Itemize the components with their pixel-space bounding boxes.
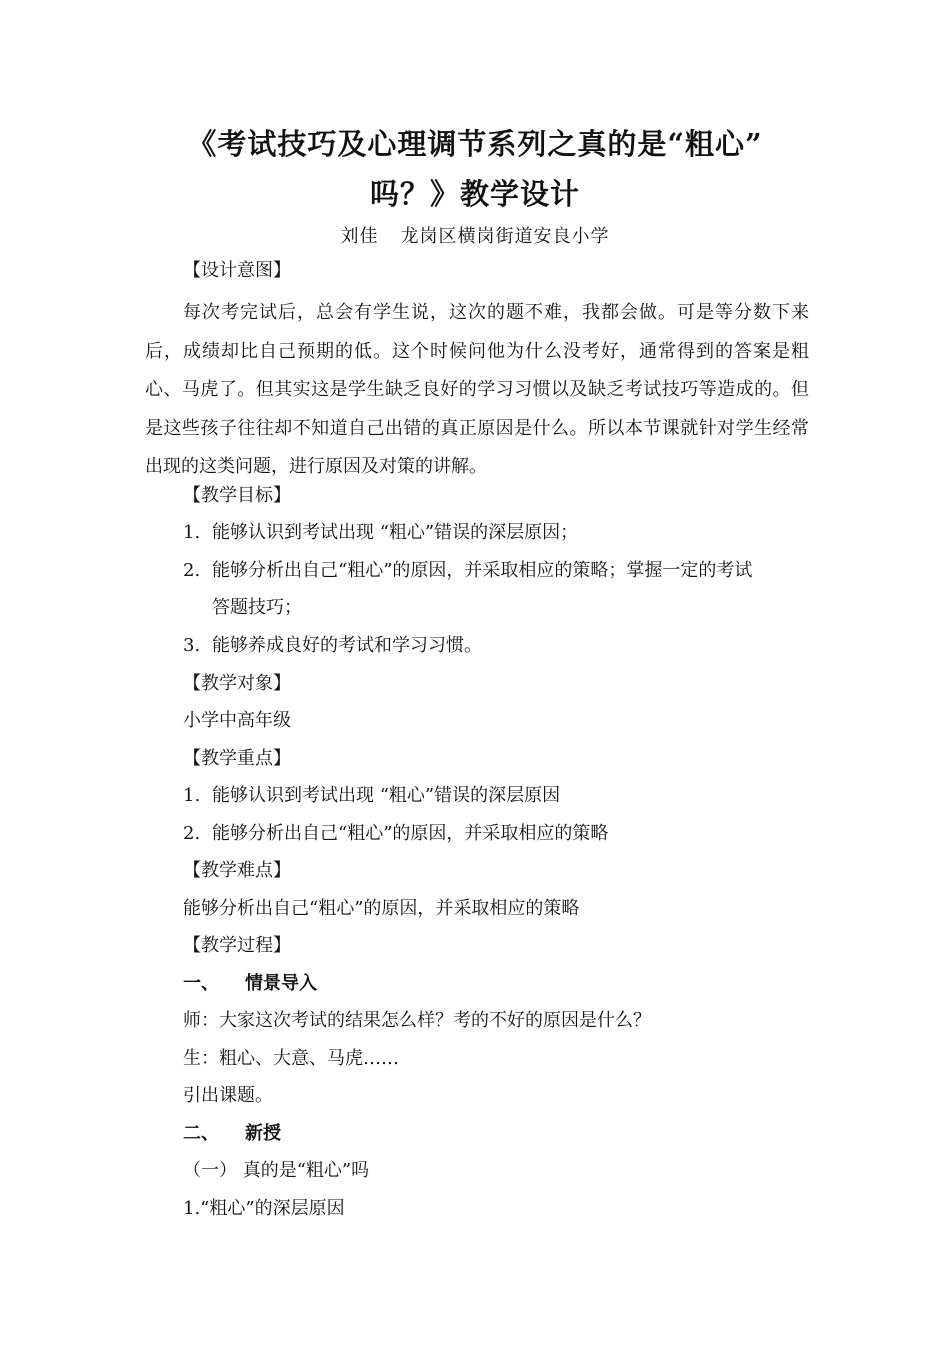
subsection-1-heading: （一） 真的是“粗心”吗 bbox=[183, 1160, 370, 1181]
section-2-heading: 二、 新授 bbox=[183, 1123, 281, 1144]
design-intent-paragraph: 每次考完试后，总会有学生说，这次的题不难，我都会做。可是等分数下来后，成绩却比自己预期的低。这个时候问他为什么没考好，通常得到的答案是粗心、马虎了。但其实这是学生缺乏良好的学习习惯以及缺乏考试技巧等造成的。但是这些孩子往往却不知道自己出错的真正原因是什么。所以本节课就针对学生经常出现的这类问题，进行原因及对策的讲解。 bbox=[145, 302, 809, 478]
author-name: 刘佳 bbox=[340, 226, 379, 247]
author-line bbox=[145, 222, 805, 248]
key-points-heading: 【教学重点】 bbox=[183, 748, 291, 769]
subsection-1-1-heading: 1.“粗心”的深层原因 bbox=[183, 1198, 345, 1219]
lead-line: 引出课题。 bbox=[183, 1085, 273, 1106]
doc-title-line-1: 《考试技巧及心理调节系列之真的是“粗心” bbox=[187, 127, 763, 161]
difficulty-heading: 【教学难点】 bbox=[183, 860, 291, 881]
author-school: 龙岗区横岗街道安良小学 bbox=[400, 226, 610, 247]
objective-item-2: 2. 能够分析出自己“粗心”的原因，并采取相应的策略；掌握一定的考试 bbox=[183, 560, 753, 581]
audience-heading: 【教学对象】 bbox=[183, 673, 291, 694]
audience-text: 小学中高年级 bbox=[183, 710, 291, 731]
section-1-heading: 一、 情景导入 bbox=[183, 973, 317, 994]
process-heading: 【教学过程】 bbox=[183, 935, 291, 956]
objective-item-1: 1. 能够认识到考试出现 “粗心”错误的深层原因； bbox=[183, 522, 579, 543]
teacher-line: 师：大家这次考试的结果怎么样？考的不好的原因是什么？ bbox=[183, 1010, 651, 1031]
difficulty-text: 能够分析出自己“粗心”的原因，并采取相应的策略 bbox=[183, 898, 580, 919]
doc-title-line-2: 吗？》教学设计 bbox=[369, 177, 580, 211]
design-intent-heading: 【设计意图】 bbox=[183, 260, 291, 281]
key-point-item-2: 2. 能够分析出自己“粗心”的原因，并采取相应的策略 bbox=[183, 823, 609, 844]
student-line: 生：粗心、大意、马虎…… bbox=[183, 1048, 399, 1069]
objective-item-2-continued: 答题技巧； bbox=[212, 597, 302, 618]
key-point-item-1: 1. 能够认识到考试出现 “粗心”错误的深层原因 bbox=[183, 785, 561, 806]
objective-item-3: 3. 能够养成良好的考试和学习习惯。 bbox=[183, 635, 482, 656]
objectives-heading: 【教学目标】 bbox=[183, 485, 291, 506]
